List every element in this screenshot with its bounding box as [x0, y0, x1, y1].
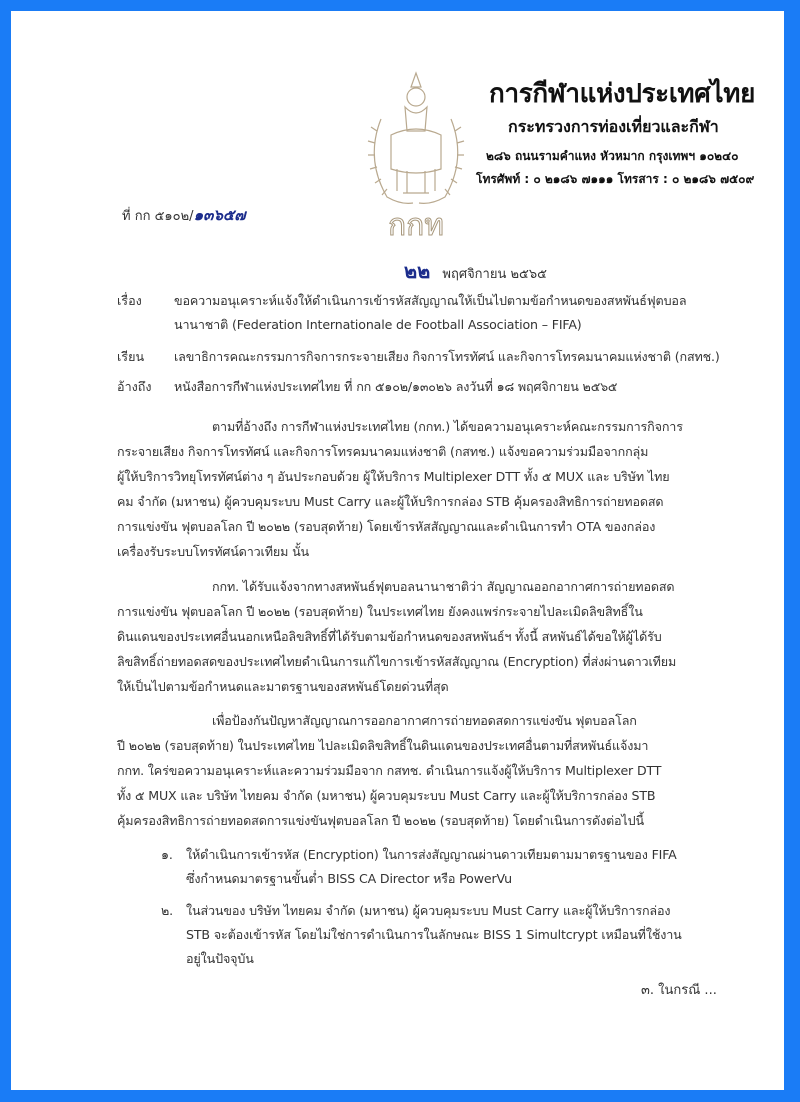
list-item-line: ในส่วนของ บริษัท ไทยคม จำกัด (มหาชน) ผู้ควบคุมระบบ Must Carry และผู้ให้บริการกล่อง: [186, 903, 671, 918]
reference-label: อ้างถึง: [117, 379, 152, 394]
paragraph-3-line: เพื่อป้องกันปัญหาสัญญาณการออกอากาศการถ่ายทอดสดการแข่งขัน ฟุตบอลโลก: [212, 713, 637, 728]
document-number: [122, 203, 246, 227]
org-contact: โทรศัพท์ : ๐ ๒๑๘๖ ๗๑๑๑ โทรสาร : ๐ ๒๑๘๖ ๗๕๐๙: [476, 172, 755, 186]
sat-emblem-logo: [361, 69, 471, 249]
recipient-text: เลขาธิการคณะกรรมการกิจการกระจายเสียง กิจการโทรทัศน์ และกิจการโทรคมนาคมแห่งชาติ (กสทช.): [174, 349, 720, 364]
paragraph-3-line: ทั้ง ๕ MUX และ บริษัท ไทยคม จำกัด (มหาชน) ผู้ควบคุมระบบ Must Carry และผู้ให้บริการกล่อง STB: [117, 788, 656, 803]
handwritten-number: ๑๓๖๕๗: [193, 206, 246, 224]
recipient-label: เรียน: [117, 349, 145, 364]
paragraph-2-line: การแข่งขัน ฟุตบอลโลก ปี ๒๐๒๒ (รอบสุดท้าย) ในประเทศไทย ยังคงแพร่กระจายไปละเมิดลิขสิทธิ์ใน: [117, 604, 643, 619]
subject-label: เรื่อง: [117, 293, 142, 308]
date-month-year: พฤศจิกายน ๒๕๖๕: [442, 267, 547, 282]
list-item-line: อยู่ในปัจจุบัน: [186, 951, 254, 966]
document-number-prefix: ที่ กก ๕๑๐๒/: [122, 209, 194, 224]
svg-text:กกท: กกท: [387, 208, 445, 243]
paragraph-2-line: กกท. ได้รับแจ้งจากทางสหพันธ์ฟุตบอลนานาชาติว่า สัญญาณออกอากาศการถ่ายทอดสด: [212, 579, 675, 594]
paragraph-2-line: ลิขสิทธิ์ถ่ายทอดสดของประเทศไทยดำเนินการแก้ไขการเข้ารหัสสัญญาณ (Encryption) ที่ส่งผ่านดาวเทียม: [117, 654, 677, 669]
paragraph-2-line: ดินแดนของประเทศอื่นนอกเหนือลิขสิทธิ์ที่ได้รับตามข้อกำหนดของสหพันธ์ฯ ทั้งนี้ สหพันธ์ได้ขอให้ผู้ได้รับ: [117, 629, 662, 644]
paragraph-1-line: ตามที่อ้างถึง การกีฬาแห่งประเทศไทย (กกท.) ได้ขอความอนุเคราะห์คณะกรรมการกิจการ: [212, 419, 683, 434]
list-item-number: ๑.: [161, 847, 173, 862]
org-name: การกีฬาแห่งประเทศไทย: [489, 79, 756, 109]
paragraph-1-line: คม จำกัด (มหาชน) ผู้ควบคุมระบบ Must Carry และผู้ให้บริการกล่อง STB คุ้มครองสิทธิการถ่ายทอดสด: [117, 494, 664, 509]
page-continuation: ๓. ในกรณี ...: [641, 983, 717, 998]
paragraph-1-line: การแข่งขัน ฟุตบอลโลก ปี ๒๐๒๒ (รอบสุดท้าย) โดยเข้ารหัสสัญญาณและดำเนินการทำ OTA ของกล่อง: [117, 519, 656, 534]
paragraph-3-line: กกท. ใคร่ขอความอนุเคราะห์และความร่วมมือจาก กสทช. ดำเนินการแจ้งผู้ให้บริการ Multiplexer DTT: [117, 763, 662, 778]
paragraph-1-line: เครื่องรับระบบโทรทัศน์ดาวเทียม นั้น: [117, 544, 309, 559]
paragraph-3-line: คุ้มครองสิทธิการถ่ายทอดสดการแข่งขันฟุตบอลโลก ปี ๒๐๒๒ (รอบสุดท้าย) โดยดำเนินการดังต่อไปนี้: [117, 813, 644, 828]
letter-page: [11, 11, 784, 1090]
paragraph-1-line: กระจายเสียง กิจการโทรทัศน์ และกิจการโทรคมนาคมแห่งชาติ (กสทช.) แจ้งขอความร่วมมือจากกลุ่ม: [117, 444, 649, 459]
ministry-name: กระทรวงการท่องเที่ยวและกีฬา: [508, 117, 719, 136]
reference-text: หนังสือการกีฬาแห่งประเทศไทย ที่ กก ๕๑๐๒/๑๓๐๒๖ ลงวันที่ ๑๘ พฤศจิกายน ๒๕๖๕: [174, 379, 618, 394]
paragraph-2-line: ให้เป็นไปตามข้อกำหนดและมาตรฐานของสหพันธ์โดยด่วนที่สุด: [117, 679, 449, 694]
handwritten-day: ๒๒: [404, 259, 431, 283]
paragraph-3-line: ปี ๒๐๒๒ (รอบสุดท้าย) ในประเทศไทย ไปละเมิดลิขสิทธิ์ในดินแดนของประเทศอื่นตามที่สหพันธ์แจ้งมา: [117, 738, 649, 753]
list-item-number: ๒.: [161, 903, 174, 918]
subject-line: ขอความอนุเคราะห์แจ้งให้ดำเนินการเข้ารหัสสัญญาณให้เป็นไปตามข้อกำหนดของสหพันธ์ฟุตบอล: [174, 293, 687, 308]
paragraph-1-line: ผู้ให้บริการวิทยุโทรทัศน์ต่าง ๆ อันประกอบด้วย ผู้ให้บริการ Multiplexer DTT ทั้ง ๕ MUX และ บริษัท ไทย: [117, 469, 670, 484]
subject-line: นานาชาติ (Federation Internationale de Football Association – FIFA): [174, 317, 582, 332]
list-item-line: ให้ดำเนินการเข้ารหัส (Encryption) ในการส่งสัญญาณผ่านดาวเทียมตามมาตรฐานของ FIFA: [186, 847, 677, 862]
document-date: [404, 255, 547, 287]
org-address: ๒๘๖ ถนนรามคำแหง หัวหมาก กรุงเทพฯ ๑๐๒๔๐: [486, 149, 739, 163]
list-item-line: ซึ่งกำหนดมาตรฐานขั้นต่ำ BISS CA Director หรือ PowerVu: [186, 871, 512, 886]
list-item-line: STB จะต้องเข้ารหัส โดยไม่ใช่การดำเนินการในลักษณะ BISS 1 Simultcrypt เหมือนที่ใช้งาน: [186, 927, 682, 942]
